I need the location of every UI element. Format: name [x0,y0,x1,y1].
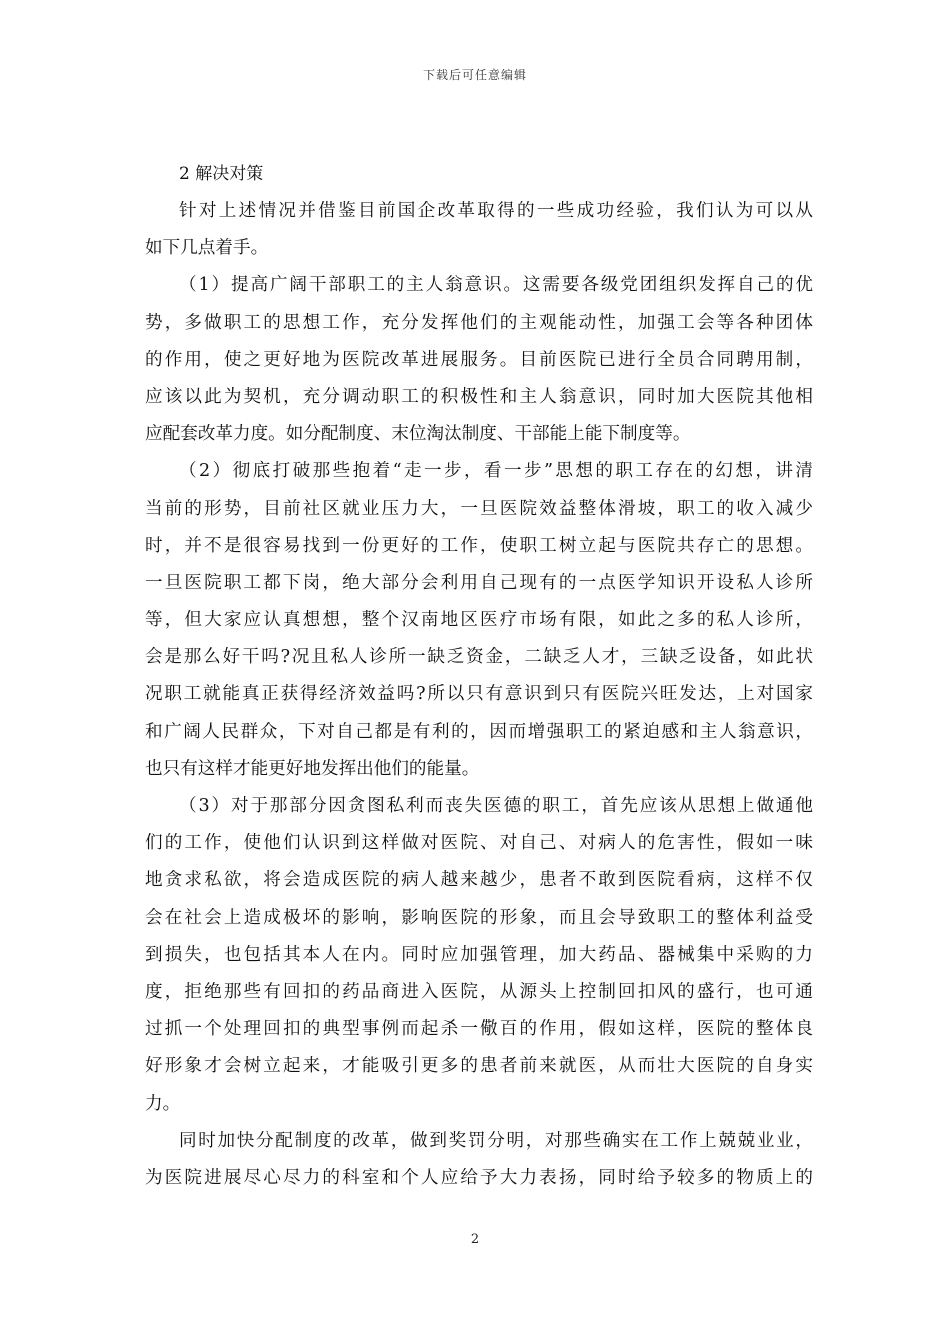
paragraph-line: 一旦医院职工都下岗，绝大部分会利用自己现有的一点医学知识开设私人诊所 [145,572,813,593]
paragraph-line: 和广阔人民群众，下对自己都是有利的，因而增强职工的紧迫感和主人翁意识， [145,721,813,742]
paragraph-point-1 [145,267,813,453]
paragraph-intro [145,193,813,267]
paragraph-line: 度，拒绝那些有回扣的药品商进入医院，从源头上控制回扣风的盛行，也可通 [145,981,813,1002]
paragraph-line: 应配套改革力度。如分配制度、末位淘汰制度、干部能上能下制度等。 [145,424,691,445]
paragraph-line: 到损失，也包括其本人在内。同时应加强管理，加大药品、器械集中采购的力 [145,944,813,965]
paragraph-line: 时，并不是很容易找到一份更好的工作，使职工树立起与医院共存亡的思想。 [145,535,813,556]
paragraph-line: 会是那么好干吗?况且私人诊所一缺乏资金，二缺乏人才，三缺乏设备，如此状 [145,647,813,668]
paragraph-distribution-reform [145,1123,813,1197]
paragraph-line: 如下几点着手。 [145,238,269,259]
paragraph-point-3 [145,788,813,1123]
paragraph-line: 同时加快分配制度的改革，做到奖罚分明，对那些确实在工作上兢兢业业， [179,1130,813,1151]
paragraph-line: 的作用，使之更好地为医院改革进展服务。目前医院已进行全员合同聘用制， [145,349,813,370]
paragraph-line: 针对上述情况并借鉴目前国企改革取得的一些成功经验，我们认为可以从 [179,201,813,221]
paragraph-line: 况职工就能真正获得经济效益吗?所以只有意识到只有医院兴旺发达，上对国家 [145,684,813,705]
paragraph-line: 为医院进展尽心尽力的科室和个人应给予大力表扬，同时给予较多的物质上的 [145,1167,813,1188]
paragraph-line: 好形象才会树立起来，才能吸引更多的患者前来就医，从而壮大医院的自身实 [145,1056,813,1077]
paragraph-line: （2）彻底打破那些抱着“走一步，看一步”思想的职工存在的幻想，讲清 [179,461,813,482]
paragraph-line: 等，但大家应认真想想，整个汉南地区医疗市场有限，如此之多的私人诊所， [145,610,813,631]
paragraph-line: 势，多做职工的思想工作，充分发挥他们的主观能动性，加强工会等各种团体 [145,312,813,333]
paragraph-line: 会在社会上造成极坏的影响，影响医院的形象，而且会导致职工的整体利益受 [145,907,813,928]
paragraph-point-2 [145,453,813,788]
paragraph-line: 当前的形势，目前社区就业压力大，一旦医院效益整体滑坡，职工的收入减少 [145,498,813,519]
paragraph-line: 们的工作，使他们认识到这样做对医院、对自己、对病人的危害性，假如一味 [145,833,813,854]
paragraph-line: （3）对于那部分因贪图私利而丧失医德的职工，首先应该从思想上做通他 [179,796,813,816]
paragraph-line: 也只有这样才能更好地发挥出他们的能量。 [145,758,480,779]
paragraph-line: 应该以此为契机，充分调动职工的积极性和主人翁意识，同时加大医院其他相 [145,386,813,407]
paragraph-line: （1）提高广阔干部职工的主人翁意识。这需要各级党团组织发挥自己的优 [179,275,813,296]
paragraph-line: 过抓一个处理回扣的典型事例而起杀一儆百的作用，假如这样，医院的整体良 [145,1019,813,1040]
page-number: 2 [470,1232,480,1247]
page-header: 下载后可任意编辑 [422,68,527,82]
document-body [145,156,813,1197]
paragraph-line: 地贪求私欲，将会造成医院的病人越来越少，患者不敢到医院看病，这样不仅 [145,870,813,891]
section-heading: 2 解决对策 [179,164,264,184]
paragraph-line: 力。 [145,1093,181,1114]
